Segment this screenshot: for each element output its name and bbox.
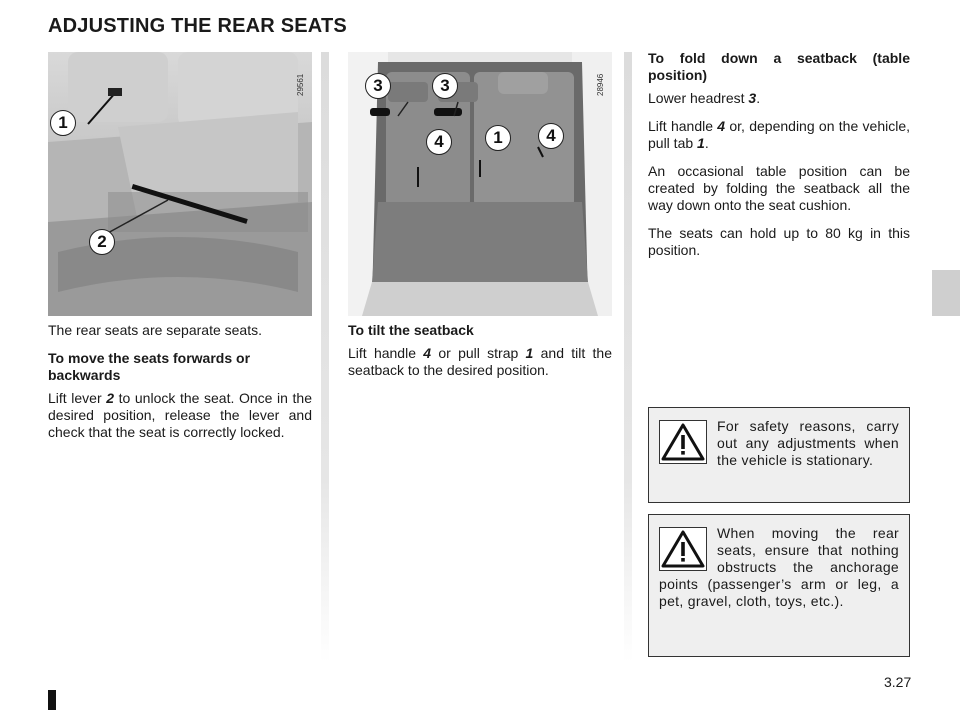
callout-number: 3 (365, 73, 391, 99)
body-text: Lower headrest 3. (648, 90, 761, 106)
page-title: ADJUSTING THE REAR SEATS (48, 15, 347, 37)
intro-text: The rear seats are separate seats. (48, 322, 262, 338)
callout-number: 1 (50, 110, 76, 136)
body-text: An occasional table position can be created by folding the seatback all the way down onto the seat cushion. (648, 163, 910, 213)
warning-box (648, 407, 910, 503)
warning-triangle-icon (659, 420, 707, 464)
figure-code: 29561 (296, 73, 305, 96)
section-heading: To tilt the seatback (348, 322, 474, 338)
body-text: Lift lever 2 to unlock the seat. Once in the desired position, release the lever and check that the seat is correctly locked. (48, 390, 312, 440)
callout-number: 4 (426, 129, 452, 155)
section-tab (932, 270, 960, 316)
body-text: Lift handle 4 or, depending on the vehicle, pull tab 1. (648, 118, 910, 151)
callout-number: 3 (432, 73, 458, 99)
column-2-text (348, 322, 612, 390)
callout-number: 4 (538, 123, 564, 149)
callout-number: 2 (89, 229, 115, 255)
warning-text: When moving the rear seats, ensure that nothing obstructs the anchorage points (passenger’s arm or leg, a pet, gravel, cloth, toys, etc.). (659, 525, 899, 609)
section-heading: To move the seats forwards or backwards (48, 350, 251, 383)
body-text: The seats can hold up to 80 kg in this position. (648, 225, 910, 258)
warning-box (648, 514, 910, 657)
section-heading: To fold down a seatback (table position) (648, 50, 910, 83)
warning-text: For safety reasons, carry out any adjustments when the vehicle is stationary. (717, 418, 899, 468)
callout-number: 1 (485, 125, 511, 151)
figure-code: 28946 (596, 73, 605, 96)
column-3-text (648, 50, 910, 270)
column-1-text (48, 322, 312, 452)
warning-triangle-icon (659, 527, 707, 571)
photo-seat-lever (48, 52, 312, 316)
body-text: Lift handle 4 or pull strap 1 and tilt the seatback to the desired position. (348, 345, 612, 378)
corner-mark (48, 690, 56, 710)
column-divider (624, 52, 632, 662)
column-divider (321, 52, 329, 662)
page-number: 3.27 (884, 674, 912, 690)
